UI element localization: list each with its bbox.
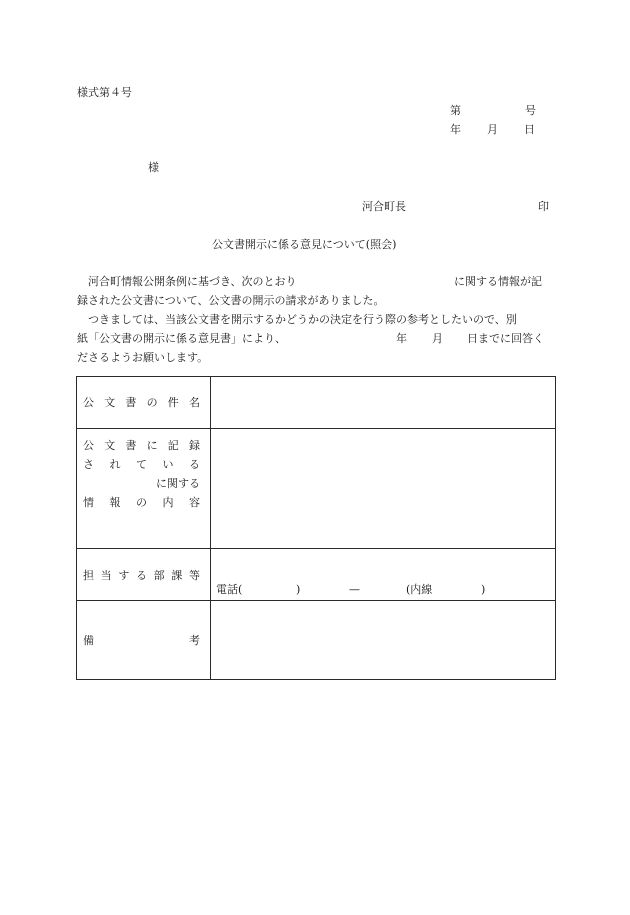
sender-name: 河合町長	[362, 200, 406, 213]
recorded-info-value-cell[interactable]	[211, 429, 556, 549]
document-number-prefix: 第	[450, 104, 461, 117]
recorded-info-label-line-2: されている	[83, 458, 200, 471]
table-row	[77, 377, 556, 429]
body-line-2: 録された公文書について、公文書の開示の請求がありました。	[77, 294, 385, 307]
department-label-cell	[77, 549, 211, 601]
phone-label: 電話(	[216, 583, 243, 596]
department-label: 担当する部課等	[83, 569, 200, 582]
body-line-4-right: 日までに回答く	[467, 332, 544, 345]
phone-row	[216, 583, 555, 597]
extension-close-paren: )	[481, 583, 486, 596]
seal-mark: 印	[538, 200, 549, 213]
body-line-5: ださるようお願いします。	[77, 351, 209, 364]
date-year-label: 年	[450, 123, 461, 136]
document-number-suffix: 号	[525, 104, 536, 117]
document-name-label: 公文書の件名	[83, 396, 200, 409]
extension-label: (内線	[406, 583, 433, 596]
recorded-info-label-line-1: 公文書に記録	[83, 439, 200, 452]
recorded-info-label-line-3: に関する	[156, 477, 200, 490]
remarks-value-cell[interactable]	[211, 601, 556, 680]
reply-month-label: 月	[432, 332, 443, 345]
body-line-4: 紙「公文書の開示に係る意見書」により、	[77, 332, 286, 345]
table-row	[77, 429, 556, 549]
date-day-label: 日	[524, 123, 535, 136]
body-line-3-text: つきましては、当該公文書を開示するかどうかの決定を行う際の参考としたいので、別	[88, 313, 517, 326]
addressee-honorific: 様	[148, 161, 159, 174]
reply-year-label: 年	[396, 332, 407, 345]
body-line-1-text: 河合町情報公開条例に基づき、次のとおり	[88, 275, 297, 288]
form-number: 様式第４号	[77, 86, 132, 99]
document-title: 公文書開示に係る意見について(照会)	[212, 238, 397, 251]
inquiry-table	[76, 376, 556, 680]
body-line-3	[77, 313, 517, 327]
document-name-label-cell	[77, 377, 211, 429]
recorded-info-label-cell	[77, 429, 211, 549]
body-line-1	[77, 275, 297, 289]
phone-close-paren: )	[296, 583, 301, 596]
recorded-info-label-line-4: 情報の内容	[83, 496, 200, 509]
body-line-1-right: に関する情報が記	[454, 275, 542, 288]
table-row	[77, 549, 556, 601]
department-value-cell[interactable]	[211, 549, 556, 601]
table-row	[77, 601, 556, 680]
remarks-label-cell	[77, 601, 211, 680]
remarks-label: 備考	[83, 634, 200, 647]
document-name-value-cell[interactable]	[211, 377, 556, 429]
date-month-label: 月	[487, 123, 498, 136]
phone-dash: —	[349, 583, 360, 596]
